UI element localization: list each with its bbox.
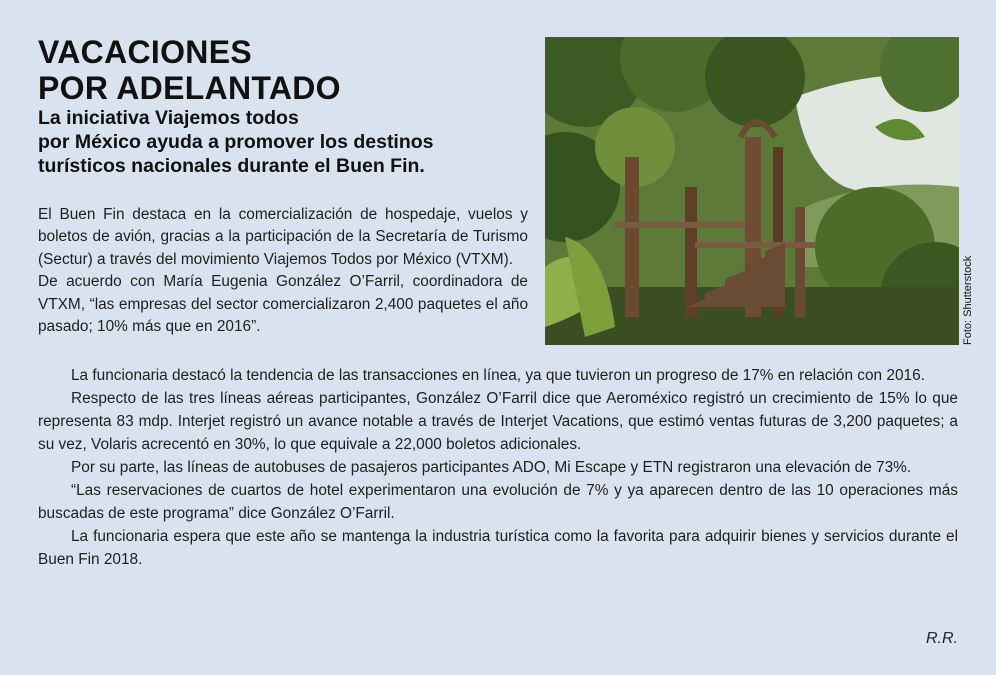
subhead-line-1: La iniciativa Viajemos todos [38,107,299,129]
article-photo [545,37,959,345]
body-paragraph-1: La funcionaria destacó la tendencia de las transacciones en línea, ya que tuvieron un progreso de 17% en relación con 2016. [71,367,925,384]
intro-paragraph-1: El Buen Fin destaca en la comercialización de hospedaje, vuelos y boletos de avión, gracias a la participación de la Secretaría de Turismo (Sectur) a través del movimiento Viajemos Todos por México (VTXM). [38,206,528,268]
body-text [38,364,958,571]
body-paragraph-4: “Las reservaciones de cuartos de hotel experimentaron una evolución de 7% y ya aparecen dentro de las 10 operaciones más buscadas de este programa” dice González O’Farril. [38,482,958,522]
headline-line-2: POR ADELANTADO [38,70,341,106]
subhead-line-2: por México ayuda a promover los destinos [38,131,434,153]
subheadline [38,106,538,178]
body-paragraph-5: La funcionaria espera que este año se mantenga la industria turística como la favorita para adquirir bienes y servicios durante el Buen Fin 2018. [38,528,958,568]
subhead-line-3: turísticos nacionales durante el Buen Fin. [38,155,425,177]
intro-paragraph-2: De acuerdo con María Eugenia González O’Farril, coordinadora de VTXM, “las empresas del sector comercializaron 2,400 paquetes el año pasado; 10% más que en 2016”. [38,273,528,336]
headline [38,34,538,106]
body-paragraph-3: Por su parte, las líneas de autobuses de pasajeros participantes ADO, Mi Escape y ETN registraron una elevación de 73%. [71,459,912,476]
headline-line-1: VACACIONES [38,34,252,70]
body-paragraph-2: Respecto de las tres líneas aéreas participantes, González O’Farril dice que Aeroméxico registró un crecimiento de 15% lo que representa 83 mdp. Interjet registró un avance notable a través de Interjet Vacations, que estimó ventas futuras de 3,200 paquetes; a su vez, Volaris acrecentó en 30%, lo que equivale a 22,000 boletos adicionales. [38,390,958,453]
intro-text [38,204,528,338]
photo-credit: Foto: Shutterstock [962,255,974,345]
author-signature: R.R. [926,630,958,647]
